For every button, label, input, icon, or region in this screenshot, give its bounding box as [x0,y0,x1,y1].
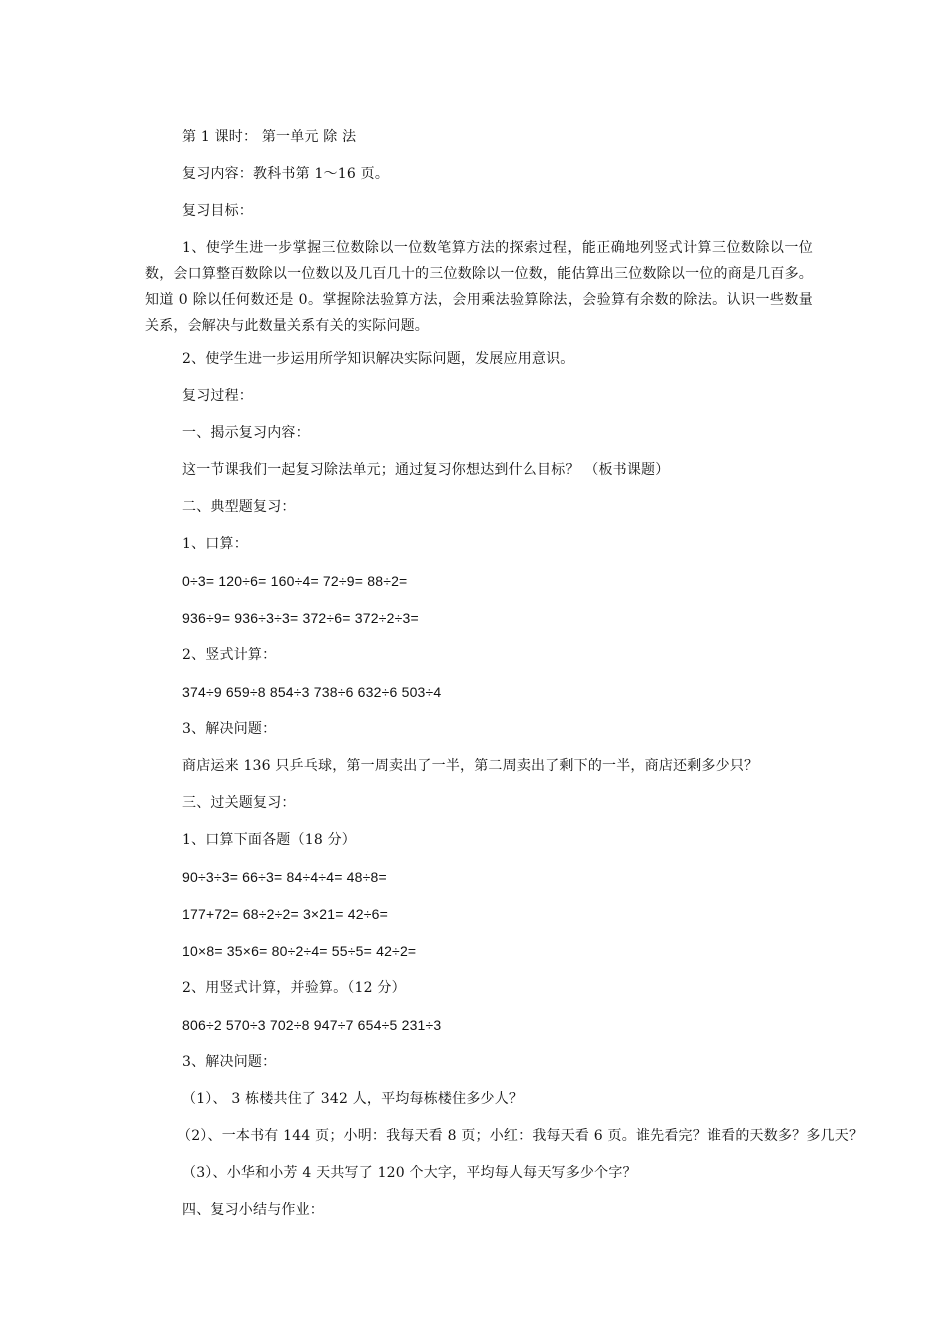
problem-ping-pong: 商店运来 136 只乒乓球，第一周卖出了一半，第二周卖出了剩下的一半，商店还剩多少只？ [182,758,759,774]
pass-oral-heading: 1、口算下面各题（18 分） [182,832,356,848]
vertical-calc-row: 374÷9 659÷8 854÷3 738÷6 632÷6 503÷4 [182,684,442,700]
review-goals-heading: 复习目标： [182,203,253,219]
review-content: 复习内容：教科书第 1～16 页。 [182,166,390,182]
pass-oral-row-2: 177+72= 68÷2÷2= 3×21= 42÷6= [182,906,388,922]
lesson-title: 第 1 课时： 第一单元 除 法 [182,129,357,145]
problem-1: （1）、 3 栋楼共住了 342 人，平均每栋楼住多少人？ [182,1091,524,1107]
problem-3: （3）、小华和小芳 4 天共写了 120 个大字，平均每人每天写多少个字？ [182,1165,637,1181]
problem-2: （2）、一本书有 144 页；小明：我每天看 8 页；小红：我每天看 6 页。谁先看完？谁看的天数多？多几天？ [177,1128,864,1144]
problem-solving-heading: 3、解决问题： [182,721,277,737]
section-1-heading: 一、揭示复习内容： [182,425,310,441]
goal-paragraph-1: 1、使学生进一步掌握三位数除以一位数笔算方法的探索过程，能正确地列竖式计算三位数除以一位数，会口算整百数除以一位数以及几百几十的三位数除以一位数，能估算出三位数除以一位的商是几百多。知道 0 除以任何数还是 0。掌握除法验算方法，会用乘法验算除法，会验算有余数的除法。认识一些数量关系，会解决与此数量关系有关的实际问题。 [145,240,813,334]
pass-oral-row-1: 90÷3÷3= 66÷3= 84÷4÷4= 48÷8= [182,869,387,885]
pass-oral-row-3: 10×8= 35×6= 80÷2÷4= 55÷5= 42÷2= [182,943,417,959]
section-1-text: 这一节课我们一起复习除法单元；通过复习你想达到什么目标？ （板书课题） [182,462,670,478]
section-2-heading: 二、典型题复习： [182,499,296,515]
review-process-heading: 复习过程： [182,388,253,404]
vertical-calc-heading: 2、竖式计算： [182,647,277,663]
pass-vertical-row: 806÷2 570÷3 702÷8 947÷7 654÷5 231÷3 [182,1017,442,1033]
section-3-heading: 三、过关题复习： [182,795,296,811]
pass-problem-heading: 3、解决问题： [182,1054,277,1070]
section-4-heading: 四、复习小结与作业： [182,1202,324,1218]
goal-paragraph-2: 2、使学生进一步运用所学知识解决实际问题，发展应用意识。 [182,351,575,367]
pass-vertical-heading: 2、用竖式计算，并验算。（12 分） [182,980,406,996]
oral-calc-row-2: 936÷9= 936÷3÷3= 372÷6= 372÷2÷3= [182,610,419,626]
oral-calc-heading: 1、口算： [182,536,248,552]
oral-calc-row-1: 0÷3= 120÷6= 160÷4= 72÷9= 88÷2= [182,573,408,589]
